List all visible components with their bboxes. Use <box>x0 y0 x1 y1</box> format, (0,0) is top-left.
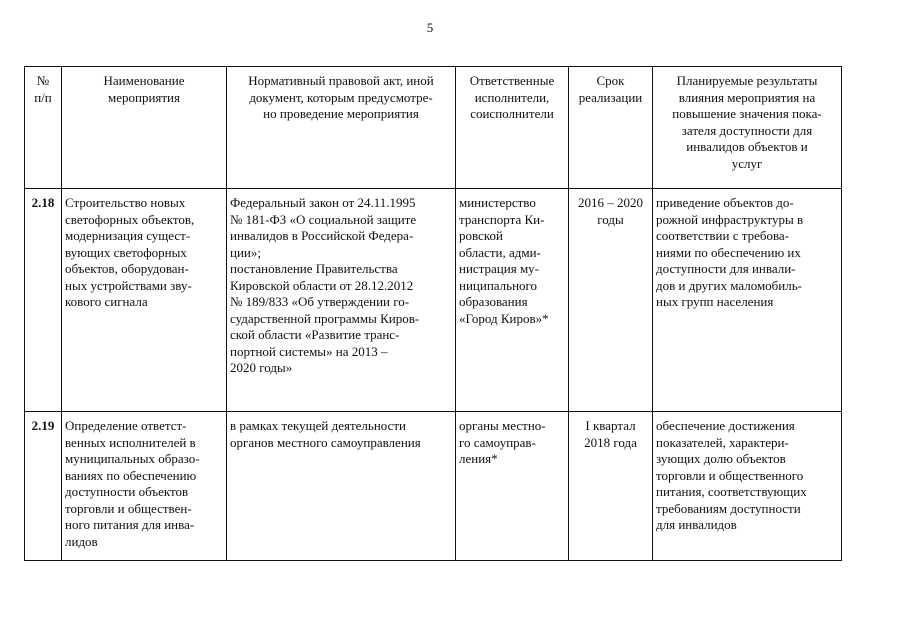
legal-act: в рамках текущей деятельности органов местного самоуправления <box>227 412 456 561</box>
header-act: Нормативный правовой акт, иной документ, которым предусмотре- но проведение мероприятия <box>227 67 456 189</box>
planned-results: приведение объектов до- рожной инфраструктуры в соответствии с требова- ниями по обеспечению их доступности для инвали- дов и других маломобиль- ных групп населения <box>653 189 842 412</box>
header-name: Наименование мероприятия <box>62 67 227 189</box>
header-results: Планируемые результаты влияния мероприятия на повышение значения пока- зателя доступности для инвалидов объектов и услуг <box>653 67 842 189</box>
table-row <box>25 189 842 412</box>
table-header-row <box>25 67 842 189</box>
measure-name: Строительство новых светофорных объектов, модернизация сущест- вующих светофорных объектов, оборудован- ных устройствами зву- кового сигнала <box>62 189 227 412</box>
responsible-executors: органы местно- го самоуправ- ления* <box>456 412 569 561</box>
row-number: 2.19 <box>25 412 62 561</box>
measure-name: Определение ответст- венных исполнителей в муниципальных образо- ваниях по обеспечению доступности объектов торговли и обществен- ного питания для инва- лидов <box>62 412 227 561</box>
implementation-term: 2016 – 2020 годы <box>569 189 653 412</box>
row-number: 2.18 <box>25 189 62 412</box>
measures-table <box>24 66 842 561</box>
header-responsible: Ответственные исполнители, соисполнители <box>456 67 569 189</box>
responsible-executors: министерство транспорта Ки- ровской области, адми- нистрация му- ниципального образования «Город Киров»* <box>456 189 569 412</box>
page-number: 5 <box>426 20 434 35</box>
implementation-term: I квартал 2018 года <box>569 412 653 561</box>
header-term: Срок реализации <box>569 67 653 189</box>
planned-results: обеспечение достижения показателей, характери- зующих долю объектов торговли и общественного питания, соответствующих требованиям доступности для инвалидов <box>653 412 842 561</box>
header-num: № п/п <box>25 67 62 189</box>
table-row <box>25 412 842 561</box>
legal-act: Федеральный закон от 24.11.1995 № 181-ФЗ «О социальной защите инвалидов в Российской Федера- ции»; постановление Правительства Кировской области от 28.12.2012 № 189/833 «Об утверждении го- сударственной программы Киров- ской области «Развитие транс- портной системы» на 2013 – 2020 годы» <box>227 189 456 412</box>
